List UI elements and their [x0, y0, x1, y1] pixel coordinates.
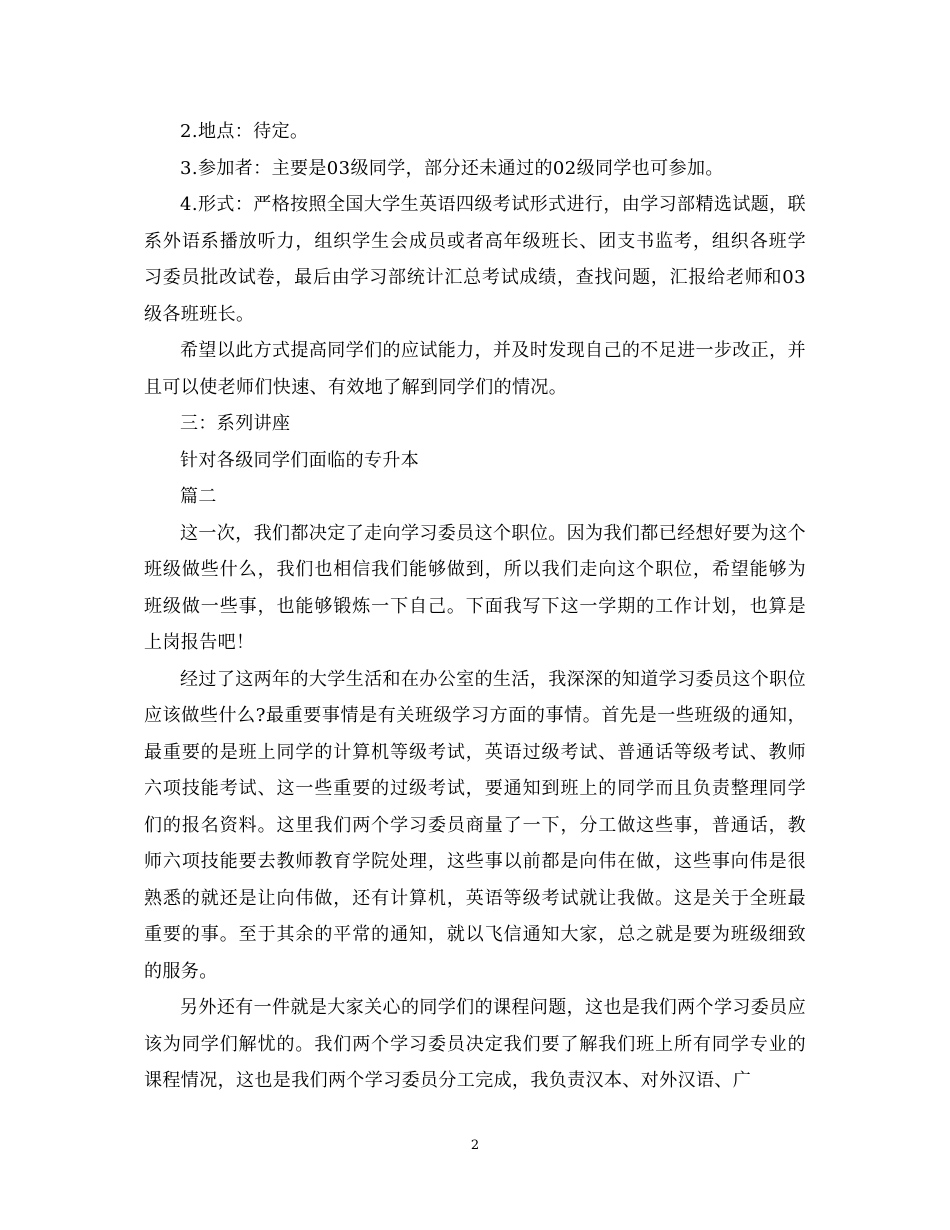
document-body: [144, 114, 806, 1100]
section-heading-lectures: 三：系列讲座: [180, 413, 291, 434]
paragraph-introduction: 这一次，我们都决定了走向学习委员这个职位。因为我们都已经想好要为这个班级做些什么，我们也相信我们能够做到，所以我们走向这个职位，希望能够为班级做一些事，也能够锻炼一下自己。下面我写下这一学期的工作计划，也算是上岗报告吧！: [144, 522, 806, 653]
paragraph-participants: 3.参加者：主要是03级同学，部分还未通过的02级同学也可参加。: [180, 157, 724, 179]
paragraph-location: 2.地点：待定。: [180, 121, 309, 142]
paragraph-format: 4.形式：严格按照全国大学生英语四级考试形式进行，由学习部精选试题，联系外语系播放听力，组织学生会成员或者高年级班长、团支书监考，组织各班学习委员批改试卷，最后由学习部统计汇总考试成绩，查找问题，汇报给老师和03级各班班长。: [144, 194, 806, 325]
paragraph-courses: 另外还有一件就是大家关心的同学们的课程问题，这也是我们两个学习委员应该为同学们解忧的。我们两个学习委员决定我们要了解我们班上所有同学专业的课程情况，这也是我们两个学习委员分工完成，我负责汉本、对外汉语、广: [144, 997, 806, 1091]
section-heading-part-two: 篇二: [180, 486, 217, 507]
paragraph-lectures: 针对各级同学们面临的专升本: [180, 449, 420, 471]
paragraph-duties: 经过了这两年的大学生活和在办公室的生活，我深深的知道学习委员这个职位应该做些什么?最重要事情是有关班级学习方面的事情。首先是一些班级的通知，最重要的是班上同学的计算机等级考试，英语过级考试、普通话等级考试、教师六项技能考试、这一些重要的过级考试，要通知到班上的同学而且负责整理同学们的报名资料。这里我们两个学习委员商量了一下，分工做这些事，普通话，教师六项技能要去教师教育学院处理，这些事以前都是向伟在做，这些事向伟是很熟悉的就还是让向伟做，还有计算机，英语等级考试就让我做。这是关于全班最重要的事。至于其余的平常的通知，就以飞信通知大家，总之就是要为班级细致的服务。: [144, 668, 806, 982]
paragraph-hope: 希望以此方式提高同学们的应试能力，并及时发现自己的不足进一步改正，并且可以使老师们快速、有效地了解到同学们的情况。: [144, 340, 806, 398]
page-number: 2: [470, 1138, 480, 1153]
